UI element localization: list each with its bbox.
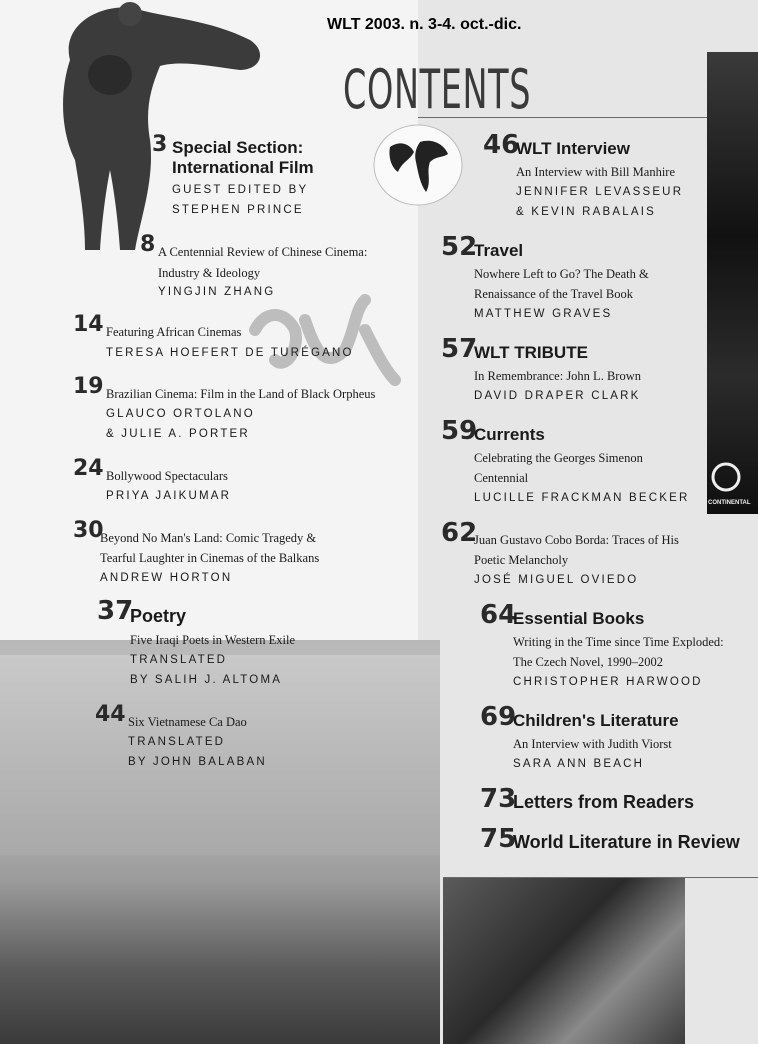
author-line: LUCILLE FRACKMAN BECKER xyxy=(474,492,690,504)
author-line: TERESA HOEFERT DE TURÉGANO xyxy=(106,347,354,359)
sculpture-image xyxy=(30,0,270,260)
entry-title: Nowhere Left to Go? The Death & xyxy=(474,267,649,281)
page-number: 44 xyxy=(95,702,126,727)
author-line: GLAUCO ORTOLANO xyxy=(106,408,255,420)
header-citation: WLT 2003. n. 3-4. oct.-dic. xyxy=(327,16,522,33)
author-line: DAVID DRAPER CLARK xyxy=(474,390,641,402)
author-line: TRANSLATED xyxy=(128,736,226,748)
section-heading: Currents xyxy=(474,425,545,444)
author-line: & KEVIN RABALAIS xyxy=(516,206,657,218)
entry-title: Brazilian Cinema: Film in the Land of Black Orpheus xyxy=(106,387,376,401)
author-line: JOSÉ MIGUEL OVIEDO xyxy=(474,574,639,586)
entry-title: Six Vietnamese Ca Dao xyxy=(128,715,247,729)
page-number: 30 xyxy=(73,518,104,543)
page-title: CONTENTS xyxy=(343,58,532,121)
page-number: 37 xyxy=(97,596,134,626)
entry-title: Bollywood Spectaculars xyxy=(106,469,228,483)
section-heading: Special Section: xyxy=(172,138,304,157)
entry-title: Five Iraqi Poets in Western Exile xyxy=(130,633,296,647)
author-line: & JULIE A. PORTER xyxy=(106,428,250,440)
page-number: 8 xyxy=(140,232,156,257)
author-line: JENNIFER LEVASSEUR xyxy=(516,186,684,198)
entry-title: Juan Gustavo Cobo Borda: Traces of His xyxy=(474,533,679,547)
author-line: PRIYA JAIKUMAR xyxy=(106,490,232,502)
page-number: 64 xyxy=(480,600,517,630)
author-line: GUEST EDITED BY xyxy=(172,184,309,196)
film-poster xyxy=(707,52,758,514)
entry-title: Beyond No Man's Land: Comic Tragedy & xyxy=(100,531,317,545)
section-heading: International Film xyxy=(172,158,314,177)
page-number: 73 xyxy=(480,784,517,814)
poster-text: CONTINENTAL xyxy=(708,500,751,506)
entry-title: The Czech Novel, 1990–2002 xyxy=(513,655,663,669)
author-line: YINGJIN ZHANG xyxy=(158,286,276,298)
entry-title: Tearful Laughter in Cinemas of the Balkans xyxy=(100,551,320,565)
page-number: 24 xyxy=(73,456,104,481)
page-number: 57 xyxy=(441,334,478,364)
author-line: MATTHEW GRAVES xyxy=(474,308,613,320)
globe-icon xyxy=(370,122,466,208)
section-heading: Poetry xyxy=(130,606,187,626)
continental-logo xyxy=(711,462,741,492)
entry-title: Poetic Melancholy xyxy=(474,553,569,567)
page-number: 75 xyxy=(480,824,517,854)
author-line: ANDREW HORTON xyxy=(100,572,233,584)
page-number: 69 xyxy=(480,702,517,732)
entry-title: Renaissance of the Travel Book xyxy=(474,287,634,301)
page-number: 19 xyxy=(73,374,104,399)
section-heading: World Literature in Review xyxy=(513,832,740,852)
page-number: 14 xyxy=(73,312,104,337)
section-heading: WLT TRIBUTE xyxy=(474,343,588,362)
section-heading: Travel xyxy=(474,241,524,260)
author-line: TRANSLATED xyxy=(130,654,228,666)
page-number: 46 xyxy=(483,130,520,160)
section-heading: Letters from Readers xyxy=(513,792,695,812)
entry-title: An Interview with Judith Viorst xyxy=(513,737,672,751)
page-number: 52 xyxy=(441,232,478,262)
page-number: 3 xyxy=(152,132,168,157)
section-heading: Children's Literature xyxy=(513,711,679,730)
opera-photo xyxy=(443,878,685,1044)
entry-title: Centennial xyxy=(474,471,529,485)
section-heading: Essential Books xyxy=(513,609,645,628)
section-heading: WLT Interview xyxy=(516,139,630,158)
entry-title: In Remembrance: John L. Brown xyxy=(474,369,641,383)
author-line: BY SALIH J. ALTOMA xyxy=(130,674,283,686)
entry-title: Featuring African Cinemas xyxy=(106,325,242,339)
author-line: CHRISTOPHER HARWOOD xyxy=(513,676,703,688)
author-line: BY JOHN BALABAN xyxy=(128,756,267,768)
entry-title: Industry & Ideology xyxy=(158,266,261,280)
page-number: 62 xyxy=(441,518,478,548)
author-line: STEPHEN PRINCE xyxy=(172,204,304,216)
entry-title: A Centennial Review of Chinese Cinema: xyxy=(158,245,368,259)
entry-title: An Interview with Bill Manhire xyxy=(516,165,675,179)
entry-title: Celebrating the Georges Simenon xyxy=(474,451,643,465)
entry-title: Writing in the Time since Time Exploded: xyxy=(513,635,724,649)
page-number: 59 xyxy=(441,416,478,446)
author-line: SARA ANN BEACH xyxy=(513,758,645,770)
